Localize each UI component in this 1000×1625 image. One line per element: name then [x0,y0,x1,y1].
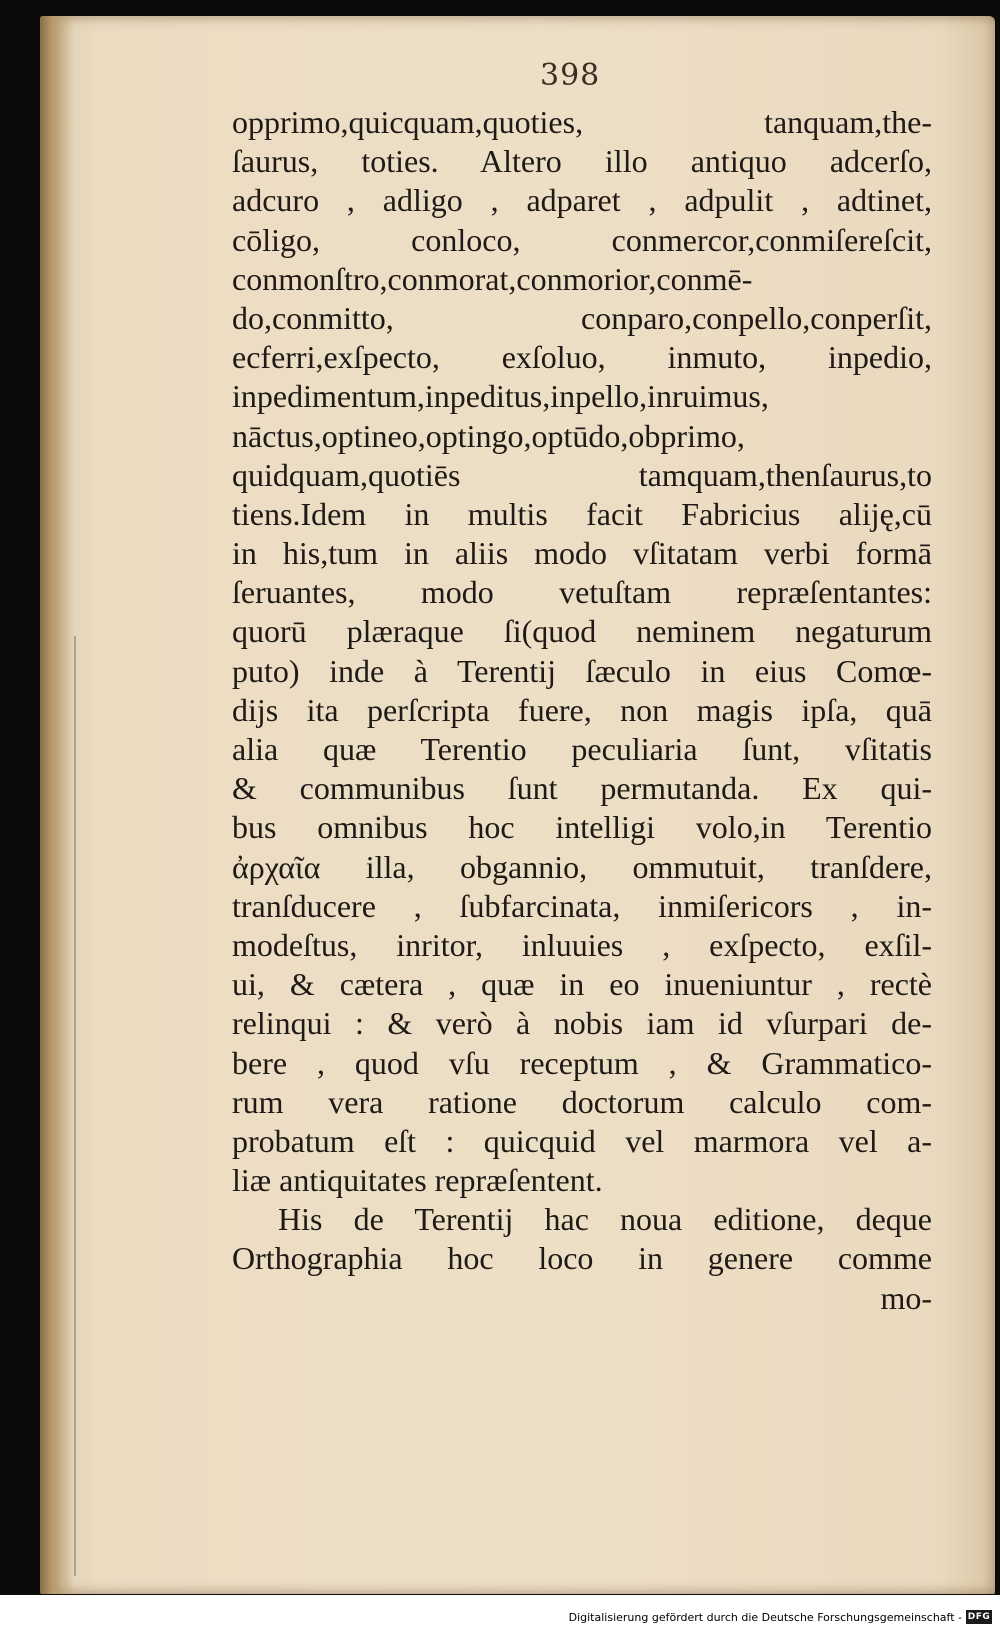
text-line-3: adcuro , adligo , adparet , adpulit , adtinet, [232,182,932,219]
text-line-2: ſaurus, toties. Altero illo antiquo adcerſo, [232,143,932,180]
text-line-4: cōligo, conloco, conmercor,conmiſereſcit, [232,221,932,258]
text-line-14: quorū plæraque ſi(quod neminem negaturum [232,613,932,650]
text-line-7: ecferri,exſpecto, exſoluo, inmuto, inpedio, [232,339,932,376]
text-line-25: bere , quod vſu receptum , & Grammatico- [232,1044,932,1081]
text-line-30: Orthographia hoc loco in genere comme [232,1240,932,1277]
text-line-20: ἀρχαῖα illa, obgannio, ommutuit, tranſdere, [232,848,932,885]
page-binding-edge [40,16,74,1594]
catchword: mo- [880,1279,932,1316]
text-line-23: ui, & cætera , quæ in eo inueniuntur , rectè [232,966,932,1003]
text-line-11: tiens.Idem in multis facit Fabricius aliję,cū [232,495,932,532]
text-line-22: modeſtus, inritor, inluuies , exſpecto, exſil- [232,926,932,963]
page-text [232,103,932,1318]
page-gutter-line [74,636,76,1576]
text-line-27: probatum eſt : quicquid vel marmora vel a- [232,1122,932,1159]
text-line-19: bus omnibus hoc intelligi volo,in Terentio [232,809,932,846]
text-line-29: His de Terentij hac noua editione, deque [278,1201,932,1238]
text-line-26: rum vera ratione doctorum calculo com- [232,1083,932,1120]
text-line-16: dijs ita perſcripta fuere, non magis ipſa, quā [232,691,932,728]
text-line-5: conmonſtro,conmorat,conmorior,conmē- [232,260,753,297]
dfg-logo: DFG [967,1612,991,1622]
page-number: 398 [540,58,601,93]
text-line-15: puto) inde à Terentij ſæculo in eius Comœ- [232,652,932,689]
text-line-18: & communibus ſunt permutanda. Ex qui- [232,770,932,807]
text-line-6: do,conmitto, conparo,conpello,conperſit, [232,299,932,336]
text-line-1: opprimo,quicquam,quoties, tanquam,the- [232,104,932,140]
text-line-21: tranſducere , ſubfarcinata, inmiſericors , in- [232,887,932,924]
text-line-13: ſeruantes, modo vetuſtam repræſentantes: [232,574,932,611]
text-line-10: quidquam,quotiēs tamquam,thenſaurus,to [232,456,932,493]
text-line-28: liæ antiquitates repræſentent. [232,1162,603,1199]
text-line-9: nāctus,optineo,optingo,optūdo,obprimo, [232,417,745,454]
text-line-17: alia quæ Terentio peculiaria ſunt, vſitatis [232,731,932,767]
text-line-24: relinqui : & verò à nobis iam id vſurpari de- [232,1005,932,1042]
text-line-12: in his,tum in aliis modo vſitatam verbi formā [232,535,932,572]
digitization-credit: Digitalisierung gefördert durch die Deutsche Forschungsgemeinschaft - [568,1611,962,1624]
text-line-8: inpedimentum,inpeditus,inpello,inruimus, [232,378,769,415]
